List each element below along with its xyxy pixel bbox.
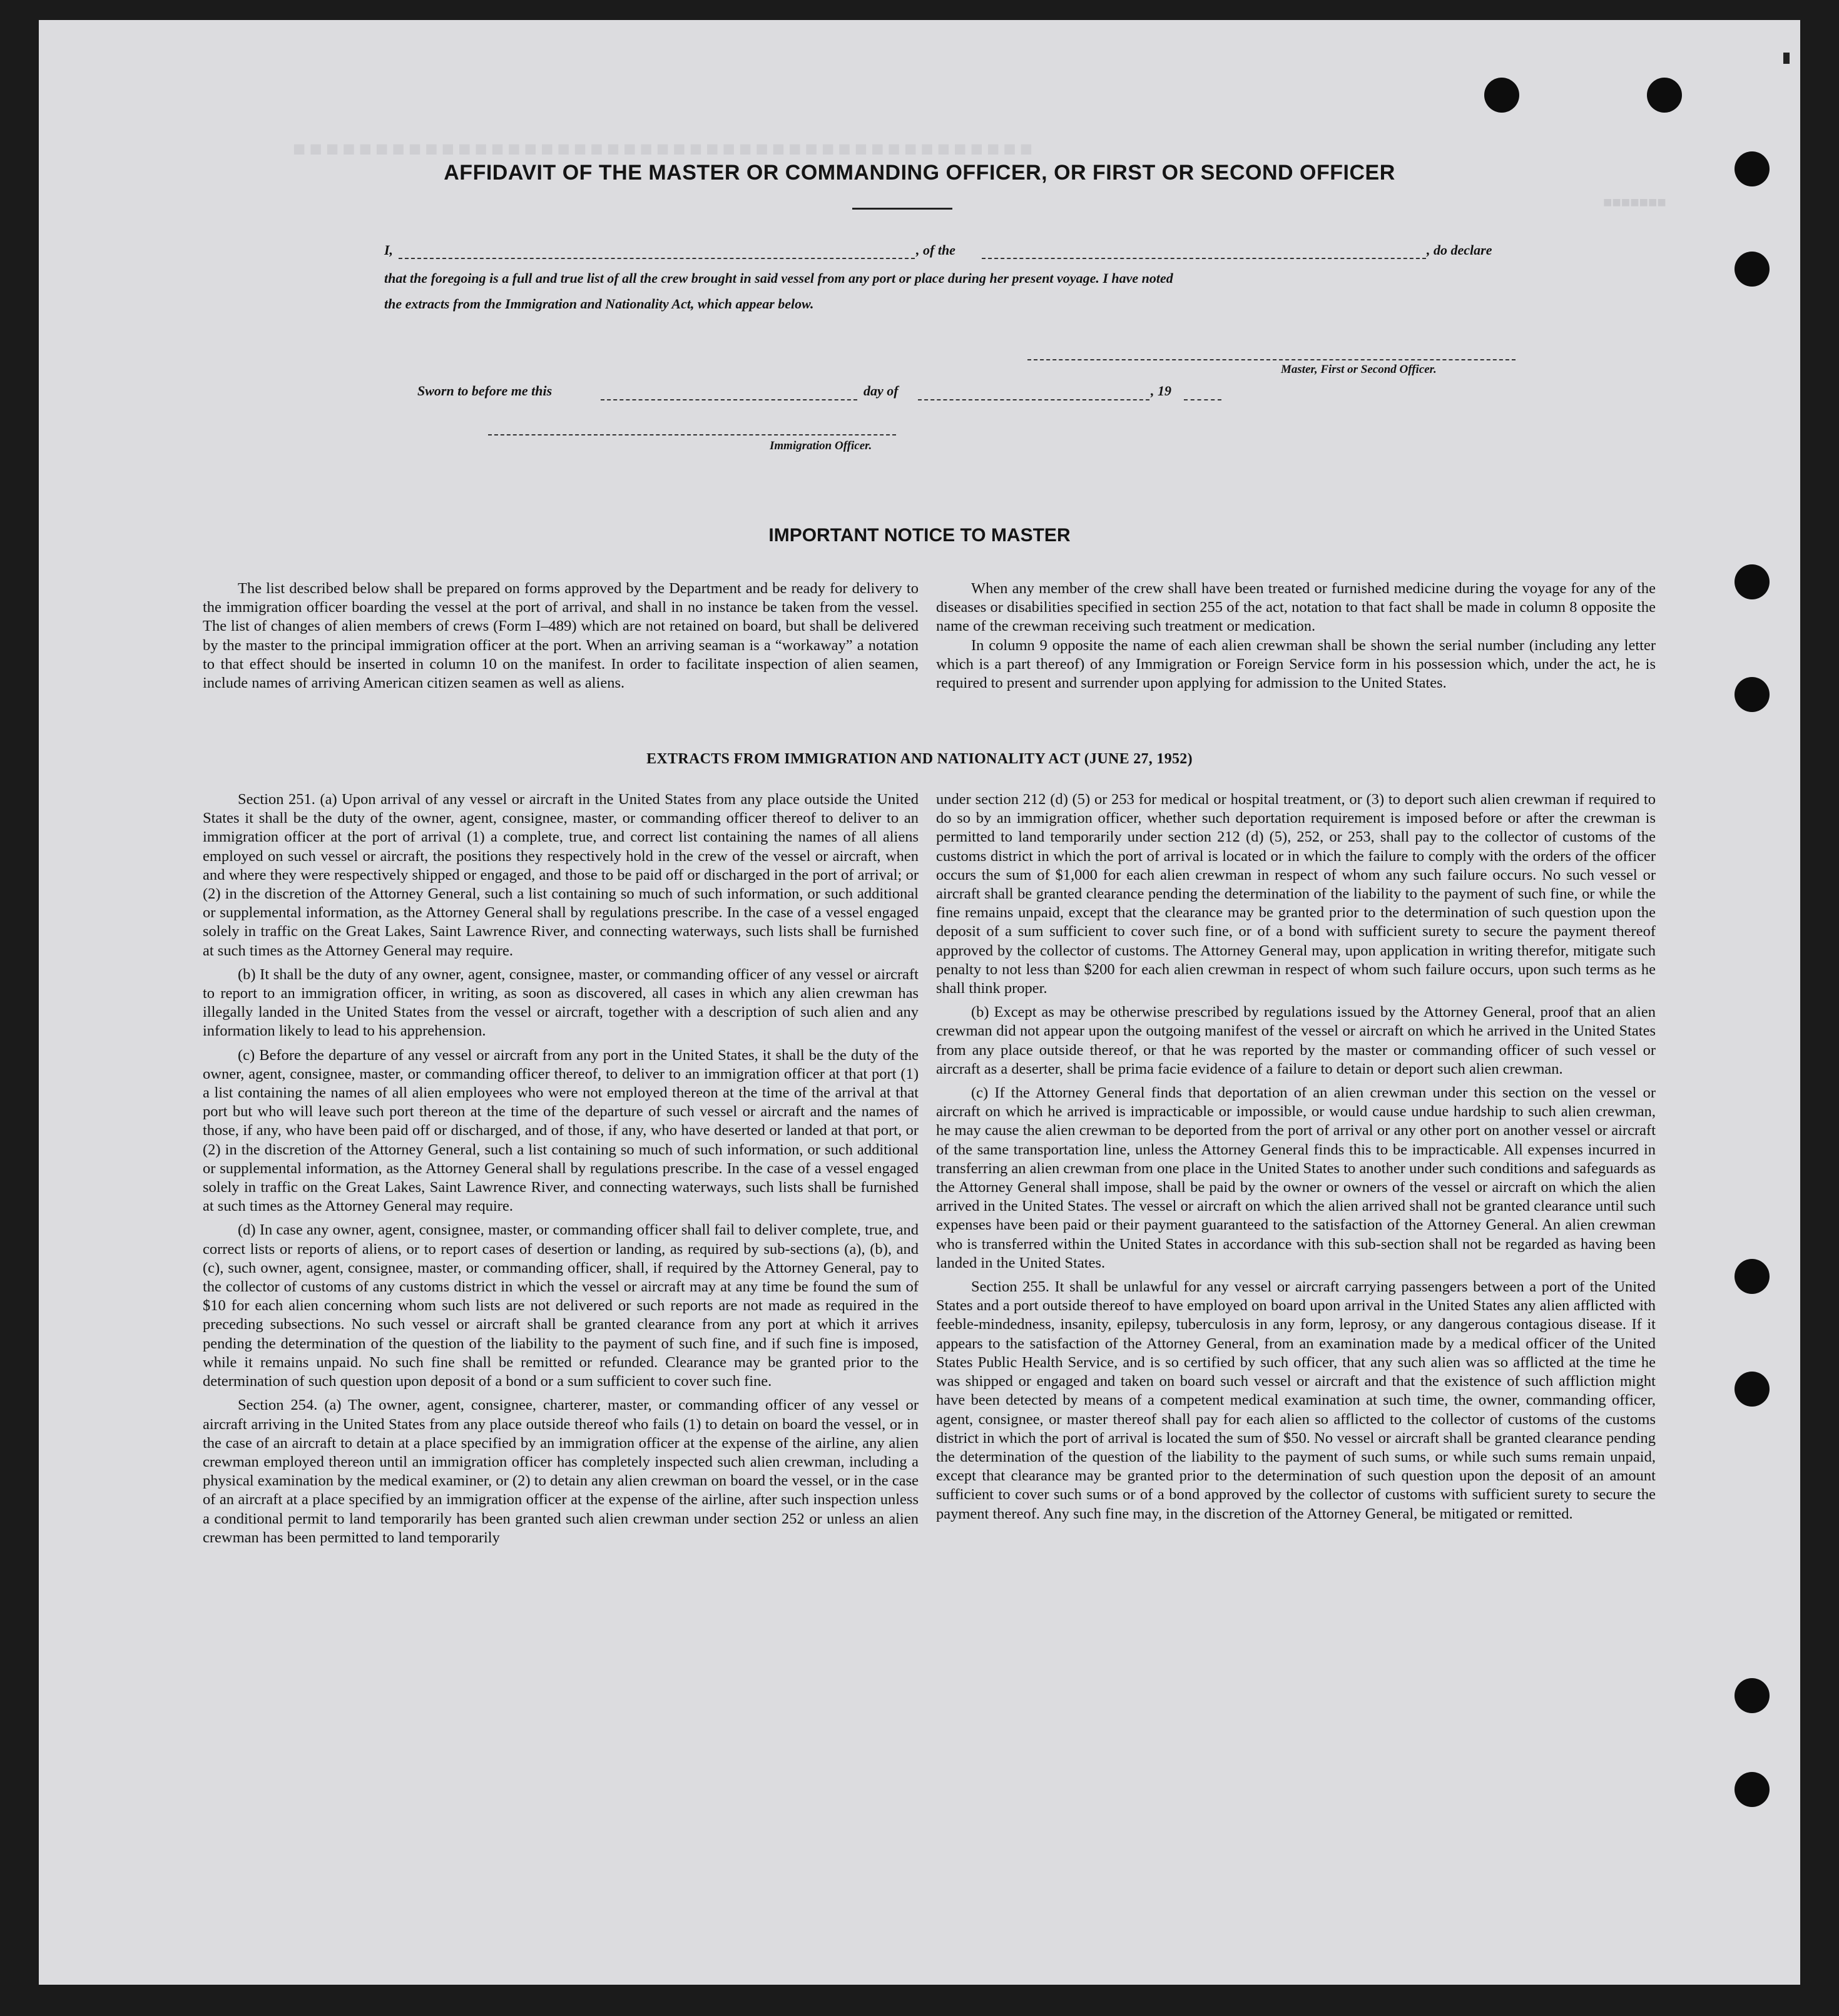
notice-paragraph: The list described below shall be prepared on forms approved by the Department and be ready for delivery to the immigration officer boarding the vessel at the port of arrival, and shall in no instance be taken from the vessel. The list of changes of alien members of crews (Form I–489) which are not retained on board, but shall be delivered by the master to the principal immigration officer at the port. When an arriving seaman is a “workaway” a notation to that effect should be inserted in column 10 on the manifest. In order to facilitate inspection of alien seamen, include names of arriving American citizen seamen as well as aliens.: [203, 580, 919, 692]
sworn-month-blank[interactable]: [918, 399, 1149, 400]
day-of-label: day of: [863, 383, 899, 399]
punch-hole: [1735, 1259, 1770, 1294]
sworn-label: Sworn to before me this: [417, 383, 553, 399]
sworn-year-blank[interactable]: [1184, 399, 1221, 400]
name-blank[interactable]: [399, 258, 915, 259]
immigration-officer-label: Immigration Officer.: [770, 439, 872, 452]
punch-hole: [1484, 78, 1519, 113]
section-paragraph: Section 255. It shall be unlawful for any vessel or aircraft carrying passengers between a port of the United States and a port outside thereof to have employed on board upon arrival in the United States any alien afflicted with feeble-mindedness, insanity, epilepsy, tuberculosis in any form, leprosy, or any dangerous contagious disease. If it appears to the satisfaction of the Attorney General, from an examination made by a medical officer of the United States Public Health Service, and is so certified by such officer, that any such alien was so afflicted at the time he was shipped or engaged and taken on board such vessel or aircraft and that the existence of such affliction might have been detected by means of a competent medical examination at such time, the owner, commanding officer, agent, consignee, or master thereof shall pay for each alien so afflicted to the collector of customs of the customs district in which the port of arrival is located the sum of $50. No vessel or aircraft shall be granted clearance pending the determination of the question of the liability to the payment of such sums, or while such sums remain unpaid, except that clearance may be granted prior to the determination of such question upon the deposit of an amount sufficient to cover such sums or of a bond approved by the collector of customs with sufficient surety to secure the payment thereof. Any such fine may, in the discretion of the Attorney General, be mitigated or remitted.: [936, 1278, 1656, 1522]
extracts-title: EXTRACTS FROM IMMIGRATION AND NATIONALITY ACT (JUNE 27, 1952): [646, 751, 1193, 767]
master-signature-blank[interactable]: [1027, 359, 1516, 360]
section-paragraph: (d) In case any owner, agent, consignee, master, or commanding officer shall fail to deliver complete, true, and correct lists or reports of aliens, or to report cases of desertion or landing, as required by sub-sections (a), (b), and (c), such owner, agent, consignee, master, or commanding officer, shall, if required by the Attorney General, pay to the collector of customs of any customs district in which the vessel or aircraft may at any time be found the sum of $10 for each alien concerning whom such lists are not delivered or such reports are not made as required in the preceding subsections. No such vessel or aircraft shall be granted clearance from any port at which it arrives pending the determination of the question of the liability to the payment of such fine, and if such fine is imposed, while it remains unpaid. No such fine shall be remitted or refunded. Clearance may be granted prior to the determination of such question upon deposit of a bond or a sum sufficient to cover such fine.: [203, 1221, 919, 1390]
vessel-blank[interactable]: [982, 258, 1426, 259]
notice-title: IMPORTANT NOTICE TO MASTER: [768, 525, 1071, 546]
title-underline: [852, 208, 952, 210]
affidavit-statement-line: that the foregoing is a full and true list of all the crew brought in said vessel from any port or place during her present voyage. I have noted: [384, 270, 1173, 286]
punch-hole: [1647, 78, 1682, 113]
corner-mark: [1783, 53, 1790, 64]
section-paragraph: (c) Before the departure of any vessel or aircraft from any port in the United States, it shall be the duty of the owner, agent, consignee, master, or commanding officer thereof, to deliver to an immigration officer at that port (1) a list containing the names of all alien employees who were not employed thereon at the time of the arrival at that port but who will leave such port thereon at the time of the departure of such vessel or aircraft and the names of those, if any, who have been paid off or discharged, and of those, if any, who have deserted or landed at that port, or (2) in the discretion of the Attorney General, such a list containing so much of such information, or such additional or supplemental information, as the Attorney General shall by regulations prescribe. In the case of a vessel engaged solely in traffic on the Great Lakes, Saint Lawrence River, and connecting waterways, such lists shall be furnished at such times as the Attorney General may require.: [203, 1046, 919, 1215]
sworn-day-blank[interactable]: [601, 399, 857, 400]
year-label: , 19: [1151, 383, 1171, 399]
section-paragraph: under section 212 (d) (5) or 253 for medical or hospital treatment, or (3) to deport such alien crewman if required to do so by an immigration officer, whether such deportation requirement is imposed before or after the crewman is permitted to land temporarily under section 212 (d) (5), 252, or 253, shall pay to the collector of customs of the customs district in which the port of arrival is located or in which the failure to comply with the orders of the officer occurs the sum of $1,000 for each alien crewman in respect of whom any such failure occurs. No such vessel or aircraft shall be granted clearance pending the determination of the liability to the payment of such fine, or while the fine remains unpaid, except that the clearance may be granted prior to the determination of such question upon the deposit of a sum sufficient to cover such fine, or of a bond with sufficient surety to secure the payment thereof approved by the collector of customs. The Attorney General may, upon application in writing therefor, mitigate such penalty to not less than $200 for each alien crewman in respect of whom such failure occurs, upon such terms as he shall think proper.: [936, 791, 1656, 997]
notice-right-column: [936, 579, 1656, 693]
extracts-right-column: [936, 790, 1656, 1529]
extracts-left-column: [203, 790, 919, 1552]
affidavit-of-the-label: , of the: [916, 242, 955, 258]
immigration-officer-blank[interactable]: [488, 434, 896, 435]
section-paragraph: Section 254. (a) The owner, agent, consignee, charterer, master, or commanding officer of any vessel or aircraft arriving in the United States from any place outside thereof who fails (1) to detain on board the vessel, or in the case of an aircraft to detain at a place specified by an immigration officer at the expense of the airline, any alien crewman employed thereon until an immigration officer has completely inspected such alien crewman, including a physical examination by the medical examiner, or (2) to detain any alien crewman on board the vessel, or in the case of an aircraft at a place specified by an immigration officer at the expense of the airline, after such inspection unless a conditional permit to land temporarily has been granted such alien crewman under section 252 or unless an alien crewman has been permitted to land temporarily: [203, 1397, 919, 1546]
document-page: [39, 20, 1800, 1985]
punch-hole: [1735, 1678, 1770, 1713]
notice-paragraph: In column 9 opposite the name of each alien crewman shall be shown the serial number (including any letter which is a part thereof) of any Immigration or Foreign Service form in his possession which, under the act, he is required to present and surrender upon applying for admission to the United States.: [936, 636, 1656, 692]
affidavit-title: AFFIDAVIT OF THE MASTER OR COMMANDING OFFICER, OR FIRST OR SECOND OFFICER: [444, 161, 1395, 185]
affidavit-i-label: I,: [384, 242, 394, 258]
affidavit-do-declare-label: , do declare: [1427, 242, 1492, 258]
section-paragraph: (b) It shall be the duty of any owner, agent, consignee, master, or commanding officer of any vessel or aircraft to report to an immigration officer, in writing, as soon as discovered, all cases in which any alien crewman has illegally landed in the United States from the vessel or aircraft, together with a description of such alien and any information likely to lead to his apprehension.: [203, 965, 919, 1040]
master-signature-label: Master, First or Second Officer.: [1281, 363, 1437, 376]
notice-paragraph: When any member of the crew shall have been treated or furnished medicine during the voyage for any of the diseases or disabilities specified in section 255 of the act, notation to that fact shall be made in column 8 opposite the name of the crewman receiving such treatment or medication.: [936, 580, 1656, 635]
notice-left-column: [203, 579, 919, 693]
bleed-through-text: ■■■■■■■: [1603, 195, 1666, 212]
punch-hole: [1735, 564, 1770, 599]
punch-hole: [1735, 677, 1770, 712]
punch-hole: [1735, 252, 1770, 287]
section-paragraph: Section 251. (a) Upon arrival of any vessel or aircraft in the United States from any place outside the United States it shall be the duty of the owner, agent, consignee, master, or commanding officer thereof to deliver to an immigration officer at the port of arrival (1) a complete, true, and correct list containing the names of all aliens employed on such vessel or aircraft, the positions they respectively hold in the crew of the vessel or aircraft, when and where they were respectively shipped or engaged, and those to be paid off or discharged in the port of arrival; or (2) in the discretion of the Attorney General, such a list containing so much of such information, or such additional or supplemental information, as the Attorney General shall by regulations prescribe. In the case of a vessel engaged solely in traffic on the Great Lakes, Saint Lawrence River, and connecting waterways, such lists shall be furnished at such times as the Attorney General may require.: [203, 791, 919, 959]
section-paragraph: (c) If the Attorney General finds that deportation of an alien crewman under this section on the vessel or aircraft on which he arrived is impracticable or impossible, or would cause undue hardship to such alien crewman, he may cause the alien crewman to be deported from the port of arrival or any other port on another vessel or aircraft of the same transportation line, unless the Attorney General finds this to be impracticable. All expenses incurred in transferring an alien crewman from one place in the United States to another under such conditions and safeguards as the Attorney General shall impose, shall be paid by the owner or owners of the vessel or aircraft on which the alien arrived in the United States. The vessel or aircraft on which the alien arrived shall not be granted clearance until such expenses have been paid or their payment guaranteed to the satisfaction of the Attorney General. An alien crewman who is transferred within the United States in accordance with this sub-section shall not be regarded as having been landed in the United States.: [936, 1084, 1656, 1271]
affidavit-statement-line: the extracts from the Immigration and Nationality Act, which appear below.: [384, 296, 814, 312]
section-paragraph: (b) Except as may be otherwise prescribed by regulations issued by the Attorney General, proof that an alien crewman did not appear upon the outgoing manifest of the vessel or aircraft on which he arrived in the United States from any place outside thereof, or that he was reported by the master or commanding officer of such vessel or aircraft as a deserter, shall be prima facie evidence of a failure to detain or deport such alien crewman.: [936, 1004, 1656, 1077]
punch-hole: [1735, 1772, 1770, 1807]
punch-hole: [1735, 1372, 1770, 1407]
bleed-through-text: ■■■■■■■■■■■■■■■■■■■■■■■■■■■■■■■■■■■■■■■■■■■■■: [289, 139, 1033, 163]
